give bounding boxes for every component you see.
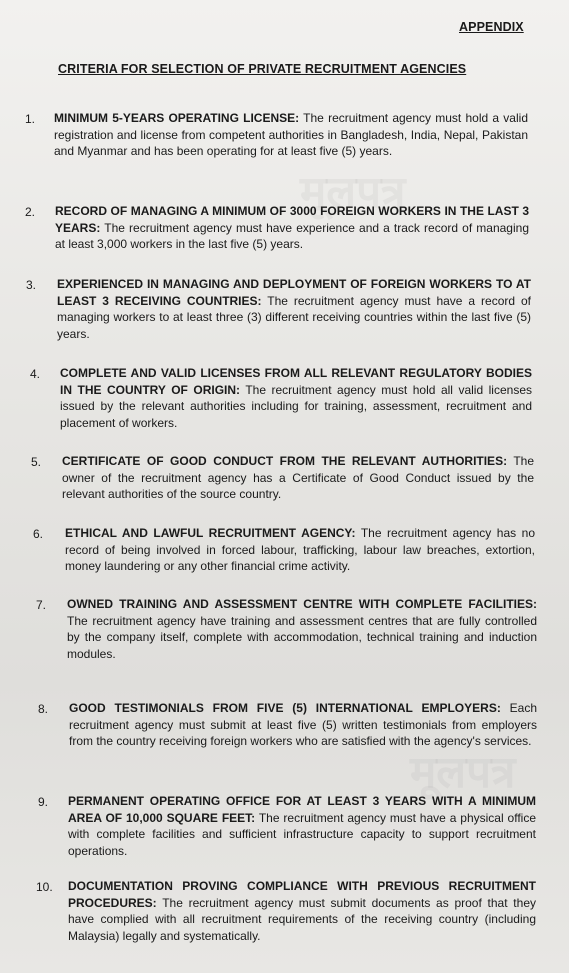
- item-body: [54, 110, 528, 160]
- item-number: 5.: [31, 455, 42, 469]
- item-text: Each recruitment agency must submit at least five (5) written testimonials from employers from the country receiving foreign workers who are satisfied with the agency's services.: [69, 701, 538, 749]
- item-heading: DOCUMENTATION PROVING COMPLIANCE WITH PREVIOUS RECRUITMENT PROCEDURES:: [68, 879, 536, 910]
- item-heading: ETHICAL AND LAWFUL RECRUITMENT AGENCY:: [65, 526, 356, 540]
- item-text: The recruitment agency must submit documents as proof that they have complied with all recruitment requirements of the receiving country (including Malaysia) legally and systematically.: [68, 895, 536, 943]
- watermark-mark: मूलपत्र: [410, 747, 516, 798]
- item-body: [68, 878, 536, 944]
- item-number: 1.: [25, 112, 36, 126]
- item-body: [68, 793, 536, 859]
- item-number: 8.: [38, 702, 49, 716]
- item-body: [65, 525, 535, 575]
- item-number: 2.: [25, 205, 36, 219]
- appendix-label: APPENDIX: [459, 20, 524, 34]
- item-heading: OWNED TRAINING AND ASSESSMENT CENTRE WITH COMPLETE FACILITIES:: [67, 597, 537, 611]
- watermark-mark: मूलपत्र: [300, 167, 406, 218]
- item-text: The recruitment agency have training and assessment centres that are fully controlled by the company itself, complete with accommodation, technical training and induction modules.: [67, 613, 537, 661]
- item-body: [60, 365, 532, 431]
- document-title: CRITERIA FOR SELECTION OF PRIVATE RECRUITMENT AGENCIES: [58, 62, 467, 76]
- item-body: [69, 700, 537, 750]
- item-text: The recruitment agency must hold all valid licenses issued by the relevant authorities including for training, assessment, recruitment and placement of workers.: [60, 382, 532, 430]
- item-body: [67, 596, 537, 662]
- item-heading: GOOD TESTIMONIALS FROM FIVE (5) INTERNATIONAL EMPLOYERS:: [69, 701, 501, 715]
- item-heading: MINIMUM 5-YEARS OPERATING LICENSE:: [54, 111, 300, 125]
- item-heading: RECORD OF MANAGING A MINIMUM OF 3000 FOREIGN WORKERS IN THE LAST 3 YEARS:: [55, 204, 529, 235]
- item-number: 4.: [30, 367, 41, 381]
- item-heading: EXPERIENCED IN MANAGING AND DEPLOYMENT OF FOREIGN WORKERS TO AT LEAST 3 RECEIVING COUNTRIES:: [57, 277, 531, 308]
- item-text: The recruitment agency has no record of being involved in forced labour, trafficking, labour law breaches, extortion, money laundering or any other financial crime activity.: [65, 526, 535, 574]
- item-text: The owner of the recruitment agency has a Certificate of Good Conduct issued by the relevant authorities of the source country.: [62, 454, 535, 502]
- item-body: [55, 203, 529, 253]
- item-body: [57, 276, 531, 342]
- item-heading: COMPLETE AND VALID LICENSES FROM ALL RELEVANT REGULATORY BODIES IN THE COUNTRY OF ORIGIN:: [60, 366, 532, 397]
- item-number: 10.: [36, 880, 53, 894]
- item-text: The recruitment agency must have experience and a track record of managing at least 3,000 workers in the last five (5) years.: [55, 220, 529, 252]
- item-number: 9.: [38, 795, 49, 809]
- item-number: 6.: [33, 527, 44, 541]
- item-text: The recruitment agency must have a record of managing workers to at least three (3) different receiving countries within the last five (5) years.: [57, 293, 531, 341]
- item-number: 3.: [26, 278, 37, 292]
- item-heading: CERTIFICATE OF GOOD CONDUCT FROM THE RELEVANT AUTHORITIES:: [62, 454, 508, 468]
- item-number: 7.: [36, 598, 47, 612]
- item-heading: PERMANENT OPERATING OFFICE FOR AT LEAST 3 YEARS WITH A MINIMUM AREA OF 10,000 SQUARE FEET:: [68, 794, 536, 825]
- item-body: [62, 453, 534, 503]
- item-text: The recruitment agency must hold a valid registration and license from competent authorities in Bangladesh, India, Nepal, Pakistan and Myanmar and has been operating for at least five (5) years.: [54, 111, 528, 159]
- item-text: The recruitment agency must have a physical office with complete facilities and sufficient infrastructure capacity to support recruitment operations.: [68, 810, 536, 858]
